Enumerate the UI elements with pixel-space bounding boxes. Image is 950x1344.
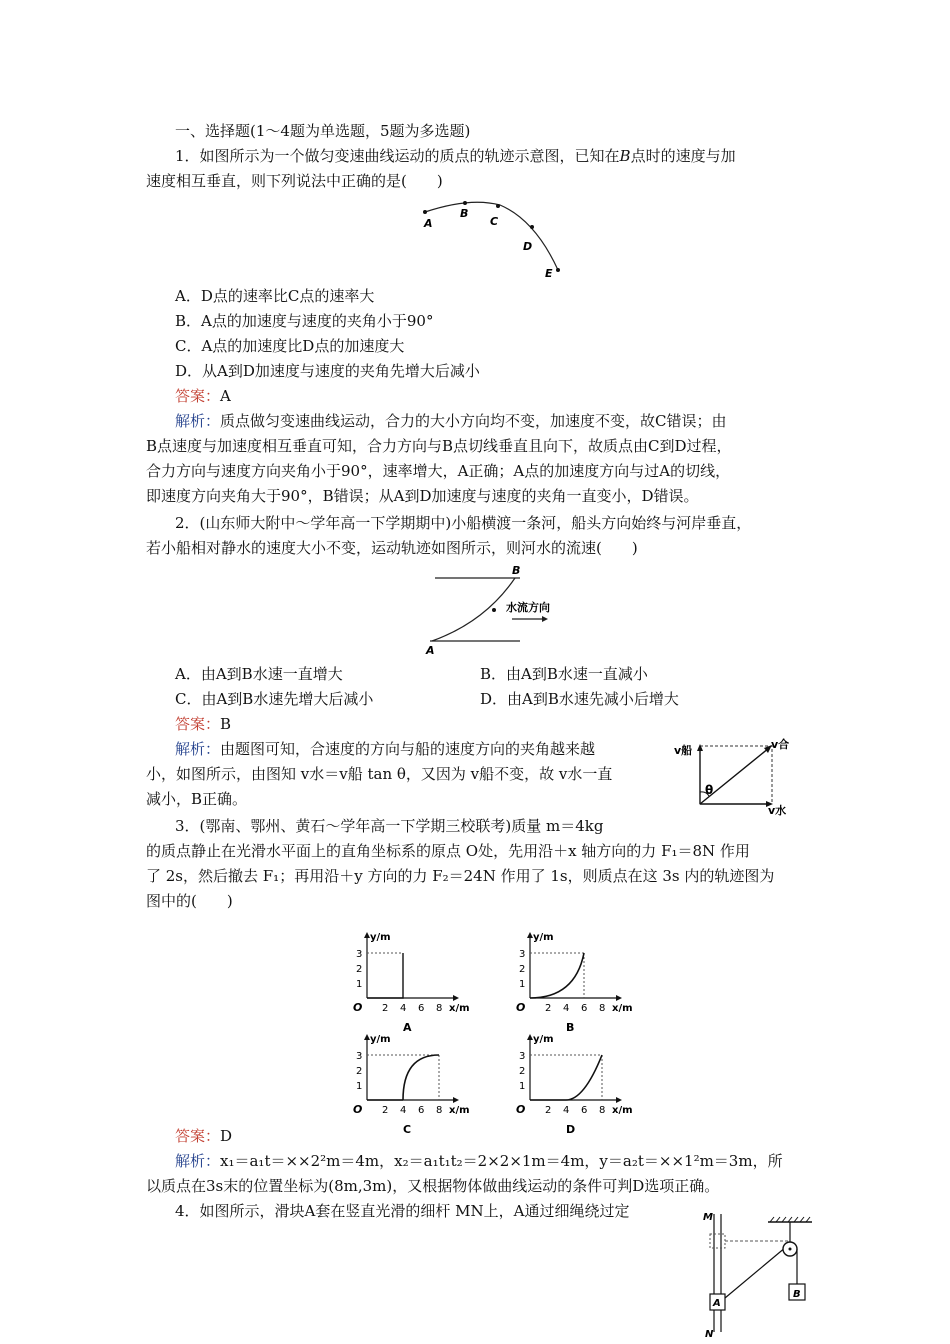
q2-option-a: A．由A到B水速一直增大 bbox=[175, 665, 343, 683]
graph-B-name: B bbox=[566, 1021, 575, 1034]
q4-label-n: N bbox=[705, 1329, 714, 1340]
q2-flow-label: 水流方向 bbox=[506, 601, 550, 614]
q4-label-m: M bbox=[703, 1212, 713, 1223]
q1-answer-value: A bbox=[220, 387, 231, 405]
graph-C-x-arrow bbox=[453, 1097, 459, 1103]
q1-stem-text2: 点时的速度与加 bbox=[630, 147, 736, 165]
q1-analysis-label: 解析： bbox=[175, 412, 221, 430]
q1-point-c bbox=[496, 204, 500, 208]
q1-trajectory-figure bbox=[410, 195, 580, 280]
graph-B-ytick: 2 bbox=[519, 964, 526, 975]
section-title: 一、选择题(1～4题为单选题，5题为多选题) bbox=[175, 122, 471, 140]
q3-answer bbox=[175, 1125, 232, 1147]
graph-B-xlabel: x/m bbox=[612, 1003, 633, 1014]
q4-label-b: B bbox=[793, 1289, 801, 1300]
q3-stem-line2: 的质点静止在光滑水平面上的直角坐标系的原点 O处，先用沿＋x 轴方向的力 F₁＝8N 作用 bbox=[146, 842, 750, 860]
graph-C-xlabel: x/m bbox=[449, 1105, 470, 1116]
q2-vector-figure bbox=[672, 736, 802, 817]
q3-answer-label: 答案： bbox=[175, 1127, 221, 1145]
q1-stem-text1: 1．如图所示为一个做匀变速曲线运动的质点的轨迹示意图，已知在 bbox=[175, 147, 620, 165]
q2-answer bbox=[175, 713, 231, 735]
graph-B-origin: O bbox=[516, 1001, 526, 1014]
q2-analysis-line1 bbox=[175, 738, 595, 760]
graph-A-ytick: 3 bbox=[356, 949, 363, 960]
q4-label-a: A bbox=[713, 1298, 721, 1309]
graph-B-trajectory bbox=[530, 953, 584, 998]
graph-D-xlabel: x/m bbox=[612, 1105, 633, 1116]
graph-D-trajectory bbox=[566, 1055, 602, 1100]
graph-D-name: D bbox=[566, 1123, 576, 1136]
q2-vector-water-label: v水 bbox=[768, 804, 787, 817]
q1-analysis-line3: 合力方向与速度方向夹角小于90°，速率增大，A正确；A点的加速度方向与过A的切线， bbox=[146, 462, 731, 480]
q2-flow-arrowhead bbox=[542, 616, 548, 622]
graph-C-xtick: 4 bbox=[400, 1105, 407, 1116]
q2-answer-label: 答案： bbox=[175, 715, 221, 733]
q2-vector-boat-head bbox=[697, 744, 703, 751]
graph-D-ytick: 1 bbox=[519, 1081, 526, 1092]
q2-option-c: C．由A到B水速先增大后减小 bbox=[175, 690, 374, 708]
graph-A-xtick: 2 bbox=[382, 1003, 389, 1014]
graph-C-ytick: 3 bbox=[356, 1051, 363, 1062]
graph-B-ytick: 1 bbox=[519, 979, 526, 990]
graph-A-xtick: 6 bbox=[418, 1003, 425, 1014]
q3-answer-value: D bbox=[220, 1127, 233, 1145]
q3-stem-line1: 3．(鄂南、鄂州、黄石～学年高一下学期三校联考)质量 m＝4kg bbox=[175, 817, 604, 835]
q2-answer-value: B bbox=[220, 715, 232, 733]
graph-C-ylabel: y/m bbox=[370, 1034, 391, 1045]
graph-C-ytick: 1 bbox=[356, 1081, 363, 1092]
graph-A-xlabel: x/m bbox=[449, 1003, 470, 1014]
graph-B-ytick: 3 bbox=[519, 949, 526, 960]
q2-option-b: B．由A到B水速一直减小 bbox=[480, 665, 648, 683]
graph-A-ytick: 2 bbox=[356, 964, 363, 975]
graph-A-origin: O bbox=[353, 1001, 363, 1014]
graph-A-x-arrow bbox=[453, 995, 459, 1001]
q1-label-d: D bbox=[523, 240, 533, 253]
graph-C-origin: O bbox=[353, 1103, 363, 1116]
q3-analysis-text1: x₁＝a₁t＝××2²m＝4m，x₂＝a₁t₁t₂＝2×2×1m＝4m，y＝a₂t＝××1²m＝3m，所 bbox=[220, 1152, 783, 1170]
q2-analysis-line2: 小，如图所示，由图知 v水＝v船 tan θ，又因为 v船不变，故 v水一直 bbox=[146, 765, 613, 783]
q1-point-d bbox=[530, 225, 534, 229]
q1-stem-line2: 速度相互垂直，则下列说法中正确的是( ) bbox=[146, 172, 443, 190]
q1-answer-label: 答案： bbox=[175, 387, 221, 405]
graph-D-x-arrow bbox=[616, 1097, 622, 1103]
graph-D-xtick: 4 bbox=[563, 1105, 570, 1116]
q2-option-d: D．由A到B水速先减小后增大 bbox=[480, 690, 679, 708]
q2-stem-line1: 2．(山东师大附中～学年高一下学期期中)小船横渡一条河，船头方向始终与河岸垂直， bbox=[175, 514, 752, 532]
graph-A-name: A bbox=[403, 1021, 412, 1034]
q1-label-e: E bbox=[545, 267, 553, 280]
q4-ceiling-hatch bbox=[770, 1217, 810, 1222]
q1-answer bbox=[175, 385, 231, 407]
graph-A-xtick: 4 bbox=[400, 1003, 407, 1014]
q4-stem-line1: 4．如图所示，滑块A套在竖直光滑的细杆 MN上，A通过细绳绕过定 bbox=[175, 1202, 630, 1220]
graph-C-name: C bbox=[403, 1123, 412, 1136]
q1-label-b: B bbox=[460, 207, 469, 220]
graph-B-xtick: 2 bbox=[545, 1003, 552, 1014]
q1-stem-b: B bbox=[619, 147, 631, 165]
q4-pulley-axle bbox=[789, 1248, 792, 1251]
q3-graphs-figure bbox=[345, 915, 645, 1136]
q1-option-d: D．从A到D加速度与速度的夹角先增大后减小 bbox=[175, 362, 480, 380]
q2-vector-theta-label: θ bbox=[705, 783, 714, 797]
q2-analysis-line3: 减小，B正确。 bbox=[146, 790, 248, 808]
q2-boat-path bbox=[432, 578, 515, 641]
graph-B-xtick: 4 bbox=[563, 1003, 570, 1014]
q2-label-a: A bbox=[426, 644, 435, 657]
q2-analysis-label: 解析： bbox=[175, 740, 221, 758]
q2-analysis-text1: 由题图可知，合速度的方向与船的速度方向的夹角越来越 bbox=[220, 740, 596, 758]
graph-D-ylabel: y/m bbox=[533, 1034, 554, 1045]
graph-C-xtick: 2 bbox=[382, 1105, 389, 1116]
q1-analysis-line2: B点速度与加速度相互垂直可知，合力方向与B点切线垂直且向下，故质点由C到D过程， bbox=[146, 437, 732, 455]
graph-C-trajectory bbox=[403, 1055, 439, 1100]
q2-stem-line2: 若小船相对静水的速度大小不变，运动轨迹如图所示，则河水的流速( ) bbox=[146, 539, 638, 557]
q1-point-a bbox=[423, 210, 427, 214]
q2-vector-sum-label: v合 bbox=[771, 738, 790, 751]
q1-trajectory-curve bbox=[425, 202, 558, 270]
q1-label-c: C bbox=[490, 215, 499, 228]
q1-label-a: A bbox=[424, 217, 433, 230]
graph-D-xtick: 8 bbox=[599, 1105, 606, 1116]
q2-boat-dot bbox=[492, 608, 496, 612]
q1-option-c: C．A点的加速度比D点的加速度大 bbox=[175, 337, 405, 355]
graph-C-ytick: 2 bbox=[356, 1066, 363, 1077]
graph-A-ylabel: y/m bbox=[370, 932, 391, 943]
graph-D-ytick: 2 bbox=[519, 1066, 526, 1077]
graph-A-trajectory bbox=[367, 953, 403, 998]
q1-stem-line1 bbox=[175, 145, 736, 167]
q1-option-a: A．D点的速率比C点的速率大 bbox=[175, 287, 375, 305]
q4-pulley-figure bbox=[700, 1208, 820, 1338]
graph-D-xtick: 2 bbox=[545, 1105, 552, 1116]
graph-B-x-arrow bbox=[616, 995, 622, 1001]
q4-slider-dashed bbox=[710, 1234, 725, 1248]
q3-analysis-line2: 以质点在3s末的位置坐标为(8m,3m)，又根据物体做曲线运动的条件可判D选项正确。 bbox=[146, 1177, 720, 1195]
graph-D-xtick: 6 bbox=[581, 1105, 588, 1116]
q1-option-b: B．A点的加速度与速度的夹角小于90° bbox=[175, 312, 434, 330]
graph-A-ytick: 1 bbox=[356, 979, 363, 990]
graph-A-xtick: 8 bbox=[436, 1003, 443, 1014]
q2-vector-boat-label: v船 bbox=[674, 744, 693, 757]
q3-stem-line4: 图中的( ) bbox=[146, 892, 233, 910]
q3-analysis-line1 bbox=[175, 1150, 783, 1172]
graph-B-ylabel: y/m bbox=[533, 932, 554, 943]
graph-B-xtick: 6 bbox=[581, 1003, 588, 1014]
q1-analysis-line1 bbox=[175, 410, 727, 432]
q4-rope-a bbox=[725, 1247, 786, 1298]
graph-D-ytick: 3 bbox=[519, 1051, 526, 1062]
graph-B-xtick: 8 bbox=[599, 1003, 606, 1014]
q2-river-figure bbox=[420, 562, 570, 657]
q1-analysis-text1: 质点做匀变速曲线运动，合力的大小方向均不变，加速度不变，故C错误；由 bbox=[220, 412, 727, 430]
graph-C-xtick: 8 bbox=[436, 1105, 443, 1116]
q1-analysis-line4: 即速度方向夹角大于90°，B错误；从A到D加速度与速度的夹角一直变小，D错误。 bbox=[146, 487, 699, 505]
q1-point-e bbox=[556, 268, 560, 272]
q3-stem-line3: 了 2s，然后撤去 F₁；再用沿＋y 方向的力 F₂＝24N 作用了 1s，则质点在这 3s 内的轨迹图为 bbox=[146, 867, 775, 885]
q2-label-b: B bbox=[512, 564, 521, 577]
graph-D-origin: O bbox=[516, 1103, 526, 1116]
q3-analysis-label: 解析： bbox=[175, 1152, 221, 1170]
graph-C-xtick: 6 bbox=[418, 1105, 425, 1116]
q1-point-b bbox=[463, 201, 467, 205]
